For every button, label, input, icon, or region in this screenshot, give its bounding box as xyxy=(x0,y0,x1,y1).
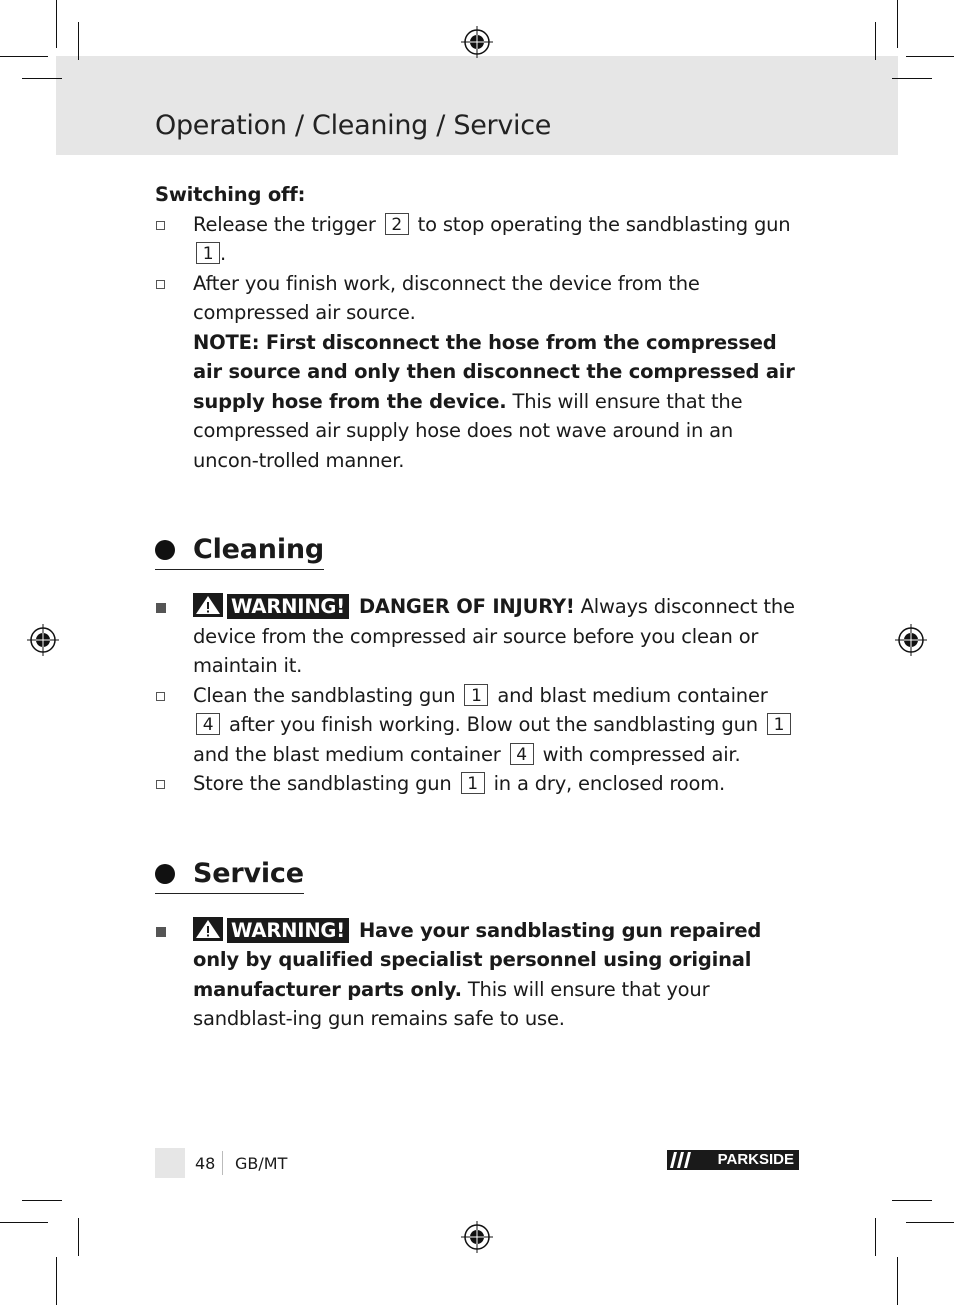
cleaning-heading: Cleaning xyxy=(155,533,324,570)
crop-mark xyxy=(0,56,48,57)
registration-mark-icon xyxy=(895,624,927,656)
footer-divider xyxy=(222,1151,223,1175)
locale-label: GB/MT xyxy=(235,1154,288,1173)
checkbox-bullet-icon xyxy=(156,780,165,789)
crop-mark xyxy=(875,1218,876,1256)
crop-mark xyxy=(897,1257,898,1305)
list-item: Clean the sandblasting gun 1 and blast medium container 4 after you finish working. Blow out the sandblasting gun 1 and the blast medium container 4 with compressed air. xyxy=(155,681,800,770)
note-bold: NOTE: First disconnect the hose from the compressed air source and only then disconnect the compressed air supply hose from the device. xyxy=(193,330,795,413)
warning-item: WARNING! DANGER OF INJURY! Always disconnect the device from the compressed air source before you clean or maintain it. xyxy=(155,592,800,681)
checkbox-bullet-icon xyxy=(156,280,165,289)
square-bullet-icon xyxy=(156,603,166,613)
part-ref: 1 xyxy=(461,772,485,794)
part-ref: 4 xyxy=(196,713,220,735)
warning-triangle-icon xyxy=(193,917,223,941)
registration-mark-icon xyxy=(461,1221,493,1253)
crop-mark xyxy=(906,1222,954,1223)
brand-logo: PARKSIDE xyxy=(667,1150,799,1170)
service-heading: Service xyxy=(155,857,304,894)
crop-mark xyxy=(78,1218,79,1256)
crop-mark xyxy=(56,1257,57,1305)
footer-box xyxy=(155,1148,185,1178)
crop-mark xyxy=(22,78,62,79)
logo-stripes-icon xyxy=(670,1152,692,1168)
part-ref: 2 xyxy=(385,213,409,235)
section-bullet-icon xyxy=(155,540,175,560)
warning-label: WARNING! xyxy=(227,918,349,943)
page-number: 48 xyxy=(195,1154,216,1173)
warning-bold-text: Have your sandblasting gun repaired only by qualified specialist personnel using original manufacturer parts only. xyxy=(193,918,762,1001)
list-item: Release the trigger 2 to stop operating the sandblasting gun 1 . xyxy=(155,210,800,269)
crop-mark xyxy=(892,1200,932,1201)
crop-mark xyxy=(78,22,79,60)
page-title: Operation / Cleaning / Service xyxy=(155,110,552,141)
crop-mark xyxy=(56,0,57,48)
warning-label: WARNING! xyxy=(227,594,349,619)
switching-off-heading: Switching off: xyxy=(155,183,306,206)
registration-mark-icon xyxy=(27,624,59,656)
part-ref: 4 xyxy=(510,743,534,765)
warning-item: WARNING! Have your sandblasting gun repaired only by qualified specialist personnel using original manufacturer parts only. This will ensure that your sandblast-ing gun remains safe to use. xyxy=(155,916,800,1034)
section-bullet-icon xyxy=(155,864,175,884)
part-ref: 1 xyxy=(767,713,791,735)
checkbox-bullet-icon xyxy=(156,692,165,701)
list-item: Store the sandblasting gun 1 in a dry, enclosed room. xyxy=(155,769,800,799)
list-item: After you finish work, disconnect the device from the compressed air source. NOTE: First disconnect the hose from the compressed air source and only then disconnect the compressed air supply hose from the device. This will ensure that the compressed air supply hose does not wave around in an uncon-trolled manner. xyxy=(155,269,800,476)
crop-mark xyxy=(22,1200,62,1201)
registration-mark-icon xyxy=(461,26,493,58)
danger-text: DANGER OF INJURY! xyxy=(358,595,575,618)
content xyxy=(155,180,800,1034)
crop-mark xyxy=(906,56,954,57)
checkbox-bullet-icon xyxy=(156,221,165,230)
part-ref: 1 xyxy=(464,684,488,706)
crop-mark xyxy=(0,1222,48,1223)
crop-mark xyxy=(892,78,932,79)
warning-triangle-icon xyxy=(193,593,223,617)
note: NOTE: First disconnect the hose from the compressed air source and only then disconnect the compressed air supply hose from the device. This will ensure that the compressed air supply hose does not wave around in an uncon-trolled manner. xyxy=(193,330,795,472)
crop-mark xyxy=(875,22,876,60)
square-bullet-icon xyxy=(156,927,166,937)
crop-mark xyxy=(897,0,898,48)
part-ref: 1 xyxy=(196,242,220,264)
